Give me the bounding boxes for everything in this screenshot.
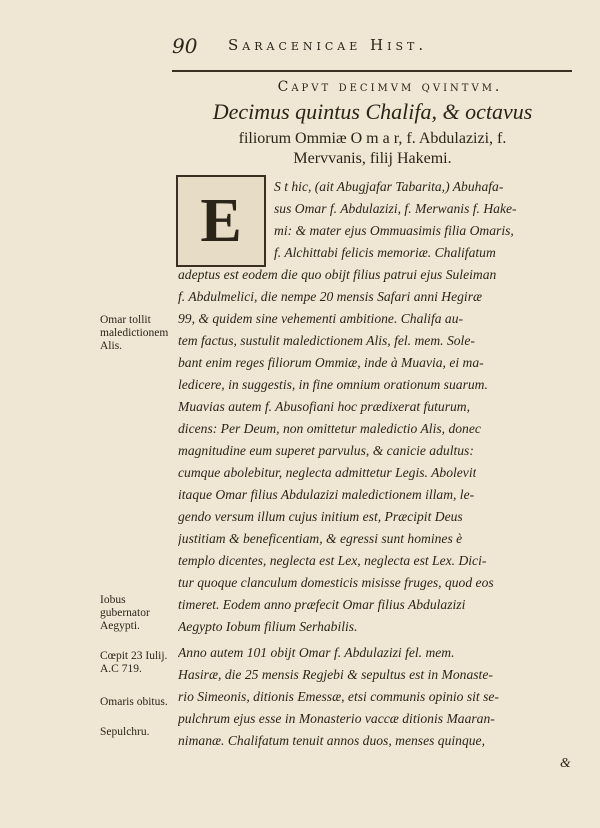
margin-note: Cœpit 23 Iulij. A.C 719.	[100, 650, 168, 675]
margin-note: Iobus gubernator Aegypti.	[100, 594, 150, 632]
page-number: 90	[172, 34, 198, 58]
chapter-title-line-3: Mervvanis, filij Hakemi.	[293, 150, 452, 167]
chapter-title-line-2: filiorum Ommiæ O m a r, f. Abdulazizi, f.	[238, 130, 507, 147]
body-line: gendo versum illum cujus initium est, Præcipit Deus	[178, 509, 463, 524]
body-line: tem factus, sustulit maledictionem Alis, fel. mem. Sole-	[178, 333, 475, 348]
body-line: justitiam & beneficentiam, & egressi sunt homines è	[178, 531, 463, 546]
body-line: dicens: Per Deum, non omittetur maledictio Alis, donec	[178, 421, 481, 436]
body-line: magnitudine eum superet parvulus, & canicie adultus:	[178, 443, 474, 458]
body-line: f. Abdulmelici, die nempe 20 mensis Safari anni Hegiræ	[178, 289, 483, 304]
body-line: itaque Omar filius Abdulazizi maledictionem illam, le-	[178, 487, 475, 502]
margin-note: Sepulchru.	[100, 726, 150, 738]
body-line: rio Simeonis, ditionis Emessæ, etsi communis opinio sit se-	[178, 689, 499, 704]
page-header	[172, 34, 572, 56]
body-line: mi: & mater ejus Ommuasimis filia Omaris,	[274, 223, 514, 238]
body-line: f. Alchittabi felicis memoriæ. Chalifatum	[274, 245, 496, 260]
body-line: tur quoque clanculum domesticis misisse fruges, quod eos	[178, 575, 494, 590]
body-line: bant enim reges filiorum Ommiæ, inde à Muavia, ei ma-	[178, 355, 484, 370]
body-line: Hasiræ, die 25 mensis Regjebi & sepultus est in Monaste-	[178, 667, 493, 682]
body-line: timeret. Eodem anno præfecit Omar filius Abdulazizi	[178, 597, 466, 612]
body-line: Muavias autem f. Abusofiani hoc prædixerat futurum,	[178, 399, 470, 414]
initial-letter: E	[200, 186, 242, 255]
decorated-initial	[176, 175, 266, 267]
running-head: Saracenicae Hist.	[228, 36, 428, 54]
body-line: sus Omar f. Abdulazizi, f. Merwanis f. Hake-	[274, 201, 517, 216]
body-line: cumque abolebitur, neglecta admittetur Legis. Abolevit	[178, 465, 477, 480]
catchword: &	[560, 755, 571, 770]
body-line: Anno autem 101 obijt Omar f. Abdulazizi fel. mem.	[178, 645, 455, 660]
body-line: S t hic, (ait Abugjafar Tabarita,) Abuhafa-	[274, 179, 504, 194]
body-line: templo dicentes, neglecta est Lex, neglecta est Lex. Dici-	[178, 553, 487, 568]
body-line: ledicere, in suggestis, in fine omnium orationum suarum.	[178, 377, 488, 392]
body-line: Aegypto Iobum filium Serhabilis.	[178, 619, 358, 634]
header-rule	[172, 70, 572, 72]
body-line: 99, & quidem sine vehementi ambitione. Chalifa au-	[178, 311, 464, 326]
body-line: nimanæ. Chalifatum tenuit annos duos, menses quinque,	[178, 733, 485, 748]
chapter-title-line-1: Decimus quintus Chalifa, & octavus	[212, 99, 533, 124]
margin-note: Omaris obitus.	[100, 696, 168, 708]
body-line: adeptus est eodem die quo obijt filius patrui ejus Suleiman	[178, 267, 497, 282]
chapter-heading: Capvt decimvm qvintvm.	[277, 79, 503, 95]
body-line: pulchrum ejus esse in Monasterio vaccæ ditionis Maaran-	[178, 711, 495, 726]
margin-note: Omar tollit maledictionem Alis.	[100, 314, 169, 352]
